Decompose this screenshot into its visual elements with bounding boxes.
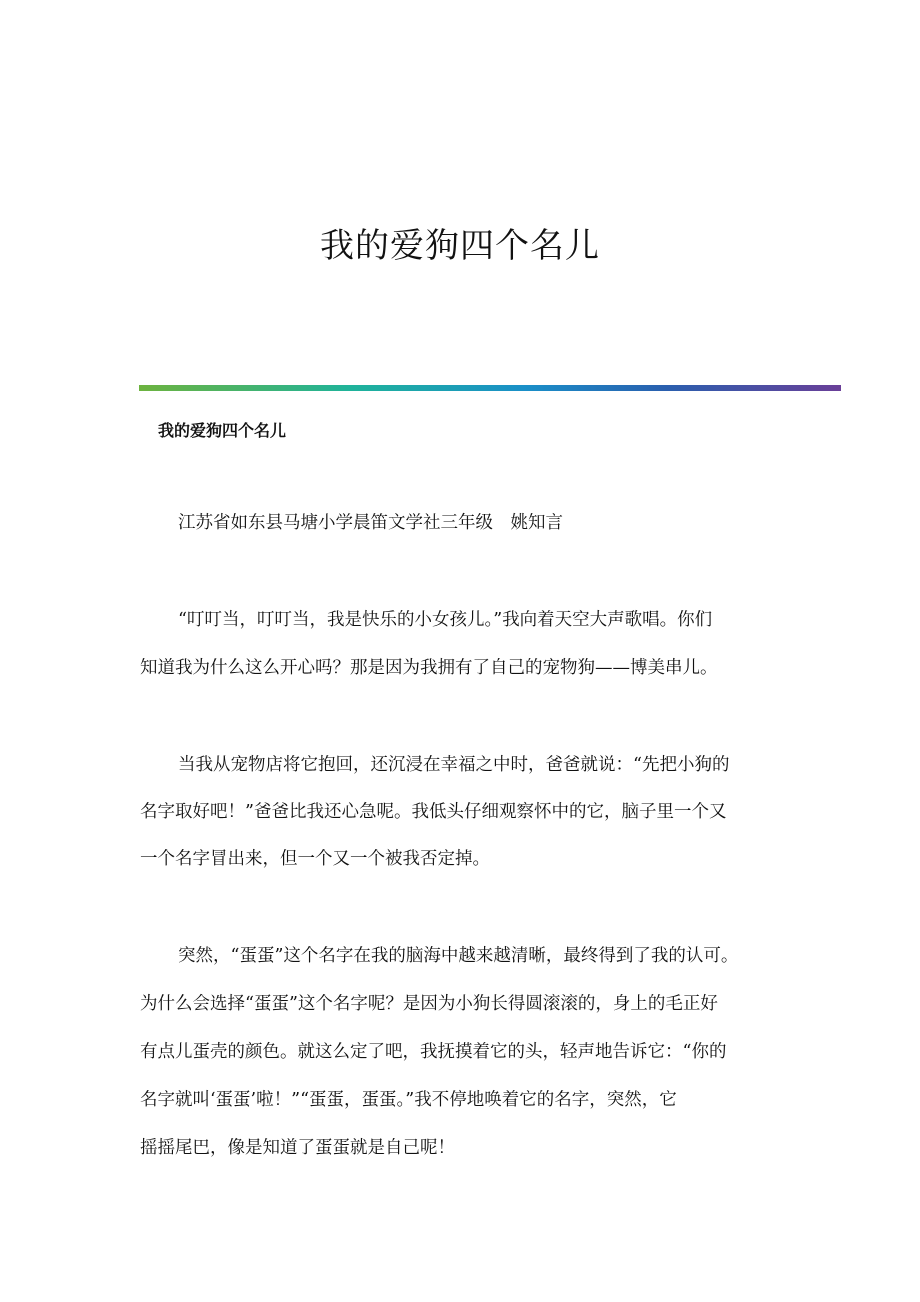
- text-line: 为什么会选择“蛋蛋”这个名字呢？是因为小狗长得圆滚滚的，身上的毛正好: [140, 994, 718, 1014]
- document-title: 我的爱狗四个名儿: [320, 226, 600, 266]
- text-line: “叮叮当，叮叮当，我是快乐的小女孩儿。”我向着天空大声歌唱。你们: [178, 610, 713, 630]
- text-line: 摇摇尾巴，像是知道了蛋蛋就是自己呢！: [140, 1138, 455, 1158]
- gradient-divider: [139, 385, 841, 391]
- text-line: 名字取好吧！”爸爸比我还心急呢。我低头仔细观察怀中的它，脑子里一个又: [140, 802, 727, 822]
- text-line: 知道我为什么这么开心吗？那是因为我拥有了自己的宠物狗——博美串儿。: [140, 658, 718, 678]
- article-heading: 我的爱狗四个名儿: [158, 421, 287, 440]
- text-line: 当我从宠物店将它抱回，还沉浸在幸福之中时，爸爸就说：“先把小狗的: [178, 755, 730, 775]
- text-line: 一个名字冒出来，但一个又一个被我否定掉。: [140, 849, 490, 869]
- text-line: 名字就叫‘蛋蛋’啦！”“蛋蛋，蛋蛋。”我不停地唤着它的名字，突然，它: [140, 1090, 677, 1110]
- text-line: 有点儿蛋壳的颜色。就这么定了吧，我抚摸着它的头，轻声地告诉它：“你的: [140, 1042, 727, 1062]
- author-line: 江苏省如东县马塘小学晨笛文学社三年级 姚知言: [178, 513, 563, 533]
- text-line: 突然，“蛋蛋”这个名字在我的脑海中越来越清晰，最终得到了我的认可。: [178, 946, 739, 966]
